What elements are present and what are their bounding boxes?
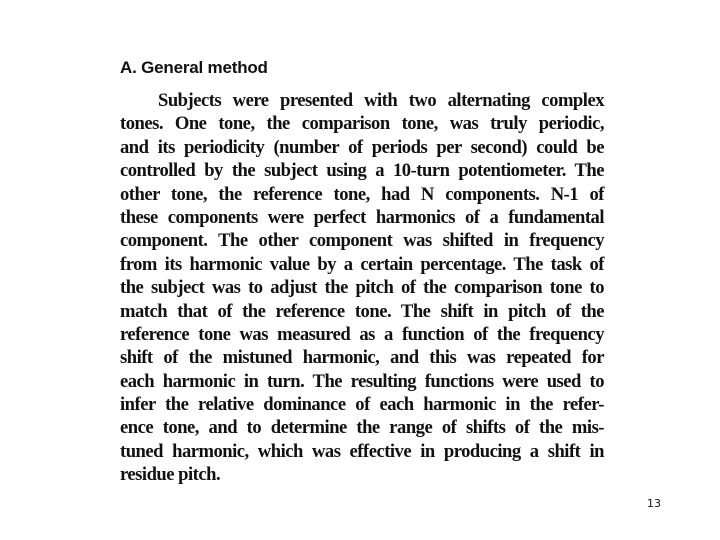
paragraph-line: ence tone, and to determine the range of shifts of the mis-: [120, 417, 604, 439]
paragraph-line: residue pitch.: [120, 464, 221, 486]
paragraph-line: reference tone was measured as a function of the frequency: [120, 323, 604, 345]
paragraph-line: match that of the reference tone. The shift in pitch of the: [120, 300, 604, 322]
page-number: 13: [647, 497, 661, 510]
paragraph-line: controlled by the subject using a 10-turn potentiometer. The: [120, 160, 604, 182]
body-paragraph: [120, 89, 604, 487]
paragraph-line: each harmonic in turn. The resulting functions were used to: [120, 370, 604, 392]
paragraph-line: shift of the mistuned harmonic, and this was repeated for: [120, 347, 604, 369]
paragraph-line: other tone, the reference tone, had N components. N-1 of: [120, 183, 604, 205]
paragraph-line: tuned harmonic, which was effective in producing a shift in: [120, 440, 604, 462]
paragraph-line: Subjects were presented with two alternating complex: [158, 90, 604, 111]
paragraph-line: infer the relative dominance of each harmonic in the refer-: [120, 394, 604, 416]
paragraph-line: from its harmonic value by a certain percentage. The task of: [120, 253, 604, 275]
paragraph-line: tones. One tone, the comparison tone, was truly periodic,: [120, 113, 604, 135]
paragraph-line: the subject was to adjust the pitch of the comparison tone to: [120, 277, 604, 299]
paragraph-line: these components were perfect harmonics of a fundamental: [120, 206, 604, 228]
paragraph-line: component. The other component was shifted in frequency: [120, 230, 604, 252]
section-heading: A. General method: [120, 58, 268, 77]
paragraph-line: and its periodicity (number of periods per second) could be: [120, 136, 604, 158]
